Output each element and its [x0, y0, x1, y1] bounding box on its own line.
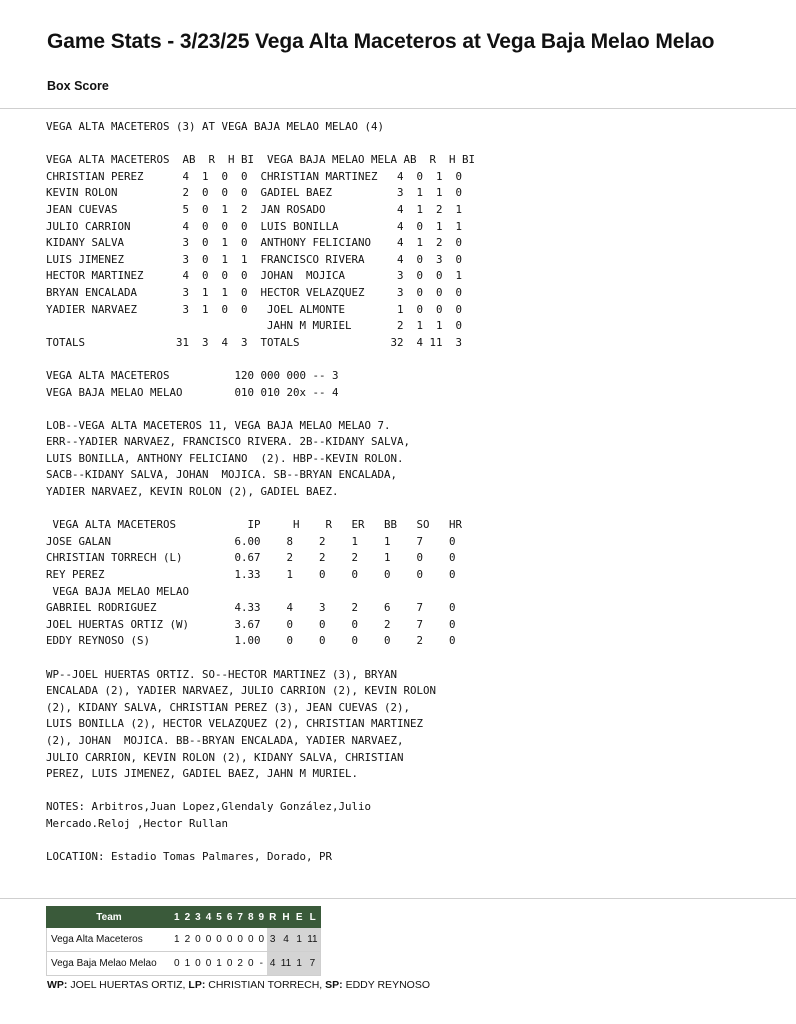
total-lob: 11 — [305, 928, 320, 952]
total-runs: 3 — [267, 928, 279, 952]
inning-score: 0 — [224, 952, 235, 976]
box-score-text: VEGA ALTA MACETEROS (3) AT VEGA BAJA MELAO MELAO (4) VEGA ALTA MACETEROS AB R H BI VEGA BAJA MELAO MELA AB R H BI CHRISTIAN PEREZ 4 1 0 0 CHRISTIAN MARTINEZ 4 0 1 0 KEVIN ROLON 2 0 0 0 GADIEL BAEZ 3 1 1 0 JEAN CUEVAS 5 0 1 2 JAN ROSADO 4 1 2 1 JULIO CARRION 4 0 0 0 LUIS BONILLA 4 0 1 1 KIDANY SALVA 3 0 1 0 ANTHONY FELICIANO 4 1 2 0 LUIS JIMENEZ 3 0 1 1 FRANCISCO RIVERA 4 0 3 0 HECTOR MARTINEZ 4 0 0 0 JOHAN MOJICA 3 0 0 1 BRYAN ENCALADA 3 1 1 0 HECTOR VELAZQUEZ 3 0 0 0 YADIER NARVAEZ 3 1 0 0 JOEL ALMONTE 1 0 0 0 JAHN M MURIEL 2 1 1 0 TOTALS 31 3 4 3 TOTALS 32 4 11 3 VEGA ALTA MACETEROS 120 000 000 -- 3 VEGA BAJA MELAO MELAO 010 010 20x -- 4 LOB--VEGA ALTA MACETEROS 11, VEGA BAJA MELAO MELAO 7. ERR--YADIER NARVAEZ, FRANCISCO RIVERA. 2B--KIDANY SALVA, LUIS BONILLA, ANTHONY FELICIANO (2). HBP--KEVIN ROLON. SACB--KIDANY SALVA, JOHAN MOJICA. SB--BRYAN ENCALADA, YADIER NARVAEZ, KEVIN ROLON (2), GADIEL BAEZ. VEGA ALTA MACETEROS IP H R ER BB SO HR JOSE GALAN 6.00 8 2 1 1 7 0 CHRISTIAN TORRECH (L) 0.67 2 2 2 1 0 0 REY PEREZ 1.33 1 0 0 0 0 0 VEGA BAJA MELAO MELAO GABRIEL RODRIGUEZ 4.33 4 3 2 6 7 0 JOEL HUERTAS ORTIZ (W) 3.67 0 0 0 2 7 0 EDDY REYNOSO (S) 1.00 0 0 0 0 2 0 WP--JOEL HUERTAS ORTIZ. SO--HECTOR MARTINEZ (3), BRYAN ENCALADA (2), YADIER NARVAEZ, JULIO CARRION (2), KEVIN ROLON (2), KIDANY SALVA, CHRISTIAN PEREZ (3), JEAN CUEVAS (2), LUIS BONILLA (2), HECTOR VELAZQUEZ (2), CHRISTIAN MARTINEZ (2), JOHAN MOJICA. BB--BRYAN ENCALADA, YADIER NARVAEZ, JULIO CARRION, KEVIN ROLON (2), KIDANY SALVA, CHRISTIAN PEREZ, LUIS JIMENEZ, GADIEL BAEZ, JAHN M MURIEL. NOTES: Arbitros,Juan Lopez,Glendaly González,Julio Mercado.Reloj ,Hector Rullan LOCATION: Estadio Tomas Palmares, Dorado, PR — [46, 120, 476, 864]
divider-bottom — [0, 898, 796, 899]
page-title: Game Stats - 3/23/25 Vega Alta Maceteros at Vega Baja Melao Melao — [47, 30, 715, 53]
line-score-table — [46, 906, 321, 976]
divider-top — [0, 108, 796, 109]
inning-score: 1 — [172, 928, 183, 952]
header-inning-2: 2 — [182, 907, 193, 928]
save-pitcher-label: SP: — [325, 979, 343, 991]
header-runs: R — [267, 907, 279, 928]
line-score — [46, 906, 321, 976]
inning-score: 2 — [182, 928, 193, 952]
header-team: Team — [47, 907, 172, 928]
total-runs: 4 — [267, 952, 279, 976]
total-hits: 4 — [279, 928, 293, 952]
total-lob: 7 — [305, 952, 320, 976]
box-score-label: Box Score — [47, 79, 109, 93]
losing-pitcher-name: CHRISTIAN TORRECH, — [208, 979, 323, 991]
header-lob: L — [305, 907, 320, 928]
total-hits: 11 — [279, 952, 293, 976]
team-name: Vega Alta Maceteros — [47, 928, 172, 952]
inning-score: 0 — [172, 952, 183, 976]
header-inning-3: 3 — [193, 907, 204, 928]
header-inning-1: 1 — [172, 907, 183, 928]
header-inning-7: 7 — [235, 907, 246, 928]
header-errors: E — [293, 907, 305, 928]
header-inning-9: 9 — [256, 907, 267, 928]
inning-score: 0 — [193, 952, 204, 976]
header-inning-5: 5 — [214, 907, 225, 928]
team-name: Vega Baja Melao Melao — [47, 952, 172, 976]
total-errors: 1 — [293, 928, 305, 952]
inning-score: 2 — [235, 952, 246, 976]
line-score-row-home — [47, 952, 321, 976]
header-inning-8: 8 — [245, 907, 256, 928]
inning-score: 0 — [256, 928, 267, 952]
winning-pitcher-name: JOEL HUERTAS ORTIZ, — [70, 979, 186, 991]
pitching-decisions — [47, 979, 430, 991]
inning-score: 0 — [214, 928, 225, 952]
inning-score: 0 — [245, 952, 256, 976]
inning-score: 0 — [193, 928, 204, 952]
save-pitcher-name: EDDY REYNOSO — [345, 979, 430, 991]
winning-pitcher-label: WP: — [47, 979, 68, 991]
inning-score: 0 — [235, 928, 246, 952]
inning-score: 0 — [245, 928, 256, 952]
header-inning-4: 4 — [203, 907, 214, 928]
inning-score: 0 — [203, 928, 214, 952]
inning-score: 1 — [214, 952, 225, 976]
losing-pitcher-label: LP: — [188, 979, 206, 991]
inning-score: 0 — [203, 952, 214, 976]
inning-score: - — [256, 952, 267, 976]
line-score-row-away — [47, 928, 321, 952]
inning-score: 0 — [224, 928, 235, 952]
header-inning-6: 6 — [224, 907, 235, 928]
header-hits: H — [279, 907, 293, 928]
line-score-header-row — [47, 907, 321, 928]
total-errors: 1 — [293, 952, 305, 976]
inning-score: 1 — [182, 952, 193, 976]
